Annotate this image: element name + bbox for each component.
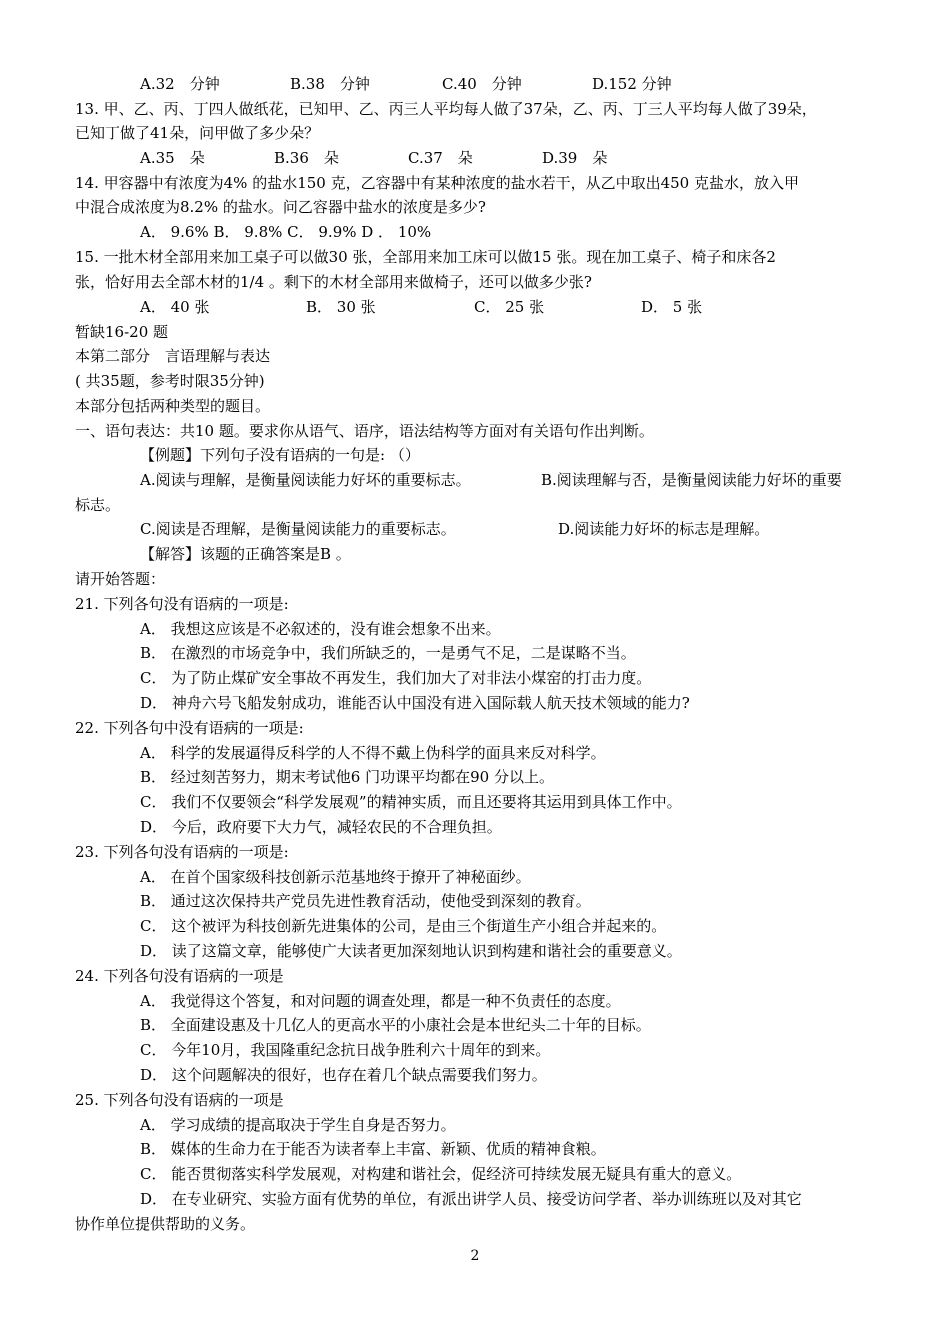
page-number: 2: [470, 1248, 480, 1264]
q15-option-d: D． 5 张: [641, 298, 703, 316]
q23-option-b: B． 通过这次保持共产党员先进性教育活动，使他受到深刻的教育。: [140, 892, 591, 910]
q14-stem-line2: 中混合成浓度为8.2% 的盐水。问乙容器中盐水的浓度是多少?: [75, 198, 486, 216]
q21-option-d: D． 神舟六号飞船发射成功，谁能否认中国没有进入国际载人航天技术领域的能力?: [140, 694, 690, 712]
q13-option-b: B.36 朵: [274, 149, 339, 167]
q21-option-c: C． 为了防止煤矿安全事故不再发生，我们加大了对非法小煤窑的打击力度。: [140, 669, 652, 687]
q23-option-d: D． 读了这篇文章，能够使广大读者更加深刻地认识到构建和谐社会的重要意义。: [140, 942, 682, 960]
q15-option-c: C． 25 张: [474, 298, 545, 316]
q25-option-c: C． 能否贯彻落实科学发展观，对构建和谐社会，促经济可持续发展无疑具有重大的意义。: [140, 1165, 742, 1183]
q24-option-a: A． 我觉得这个答复，和对问题的调查处理，都是一种不负责任的态度。: [140, 992, 621, 1010]
q13-option-a: A.35 朵: [140, 149, 205, 167]
q22-option-b: B． 经过刻苦努力，期末考试他6 门功课平均都在90 分以上。: [140, 768, 554, 786]
part2-intro: 本部分包括两种类型的题目。: [75, 397, 271, 415]
q25-stem: 25. 下列各句没有语病的一项是: [75, 1091, 284, 1109]
q13-option-c: C.37 朵: [408, 149, 473, 167]
q12-option-b: B.38 分钟: [290, 75, 370, 93]
q21-option-b: B． 在激烈的市场竞争中，我们所缺乏的，一是勇气不足，二是谋略不当。: [140, 644, 636, 662]
q24-stem: 24. 下列各句没有语病的一项是: [75, 967, 284, 985]
q24-option-d: D． 这个问题解决的很好，也存在着几个缺点需要我们努力。: [140, 1066, 547, 1084]
example-option-b: B.阅读理解与否，是衡量阅读能力好坏的重要: [541, 471, 842, 489]
missing-questions-note: 暂缺16-20 题: [75, 323, 169, 341]
example-option-b-continued: 标志。: [75, 496, 121, 514]
q22-option-a: A． 科学的发展逼得反科学的人不得不戴上伪科学的面具来反对科学。: [140, 744, 606, 762]
part2-subtitle: ( 共35题，参考时限35分钟): [75, 372, 265, 390]
q15-stem-line1: 15. 一批木材全部用来加工桌子可以做30 张，全部用来加工床可以做15 张。现在加工桌子、椅子和床各2: [75, 248, 776, 266]
q13-stem-line2: 已知丁做了41朵，问甲做了多少朵？: [75, 124, 320, 142]
start-instruction: 请开始答题：: [75, 570, 166, 588]
q15-option-a: A． 40 张: [140, 298, 210, 316]
q21-stem: 21. 下列各句没有语病的一项是:: [75, 595, 289, 613]
section1-heading: 一、语句表达：共10 题。要求你从语气、语序，语法结构等方面对有关语句作出判断。: [75, 422, 654, 440]
example-option-a: A.阅读与理解，是衡量阅读能力好坏的重要标志。: [140, 471, 471, 489]
example-option-c: C.阅读是否理解，是衡量阅读能力的重要标志。: [140, 520, 456, 538]
q15-stem-line2: 张，恰好用去全部木材的1/4 。剩下的木材全部用来做椅子，还可以做多少张?: [75, 273, 592, 291]
part2-title: 本第二部分 言语理解与表达: [75, 347, 271, 365]
q22-option-c: C． 我们不仅要领会“科学发展观”的精神实质，而且还要将其运用到具体工作中。: [140, 793, 682, 811]
example-option-d: D.阅读能力好坏的标志是理解。: [558, 520, 770, 538]
q12-option-a: A.32 分钟: [140, 75, 220, 93]
q13-stem-line1: 13. 甲、乙、丙、丁四人做纸花，已知甲、乙、丙三人平均每人做了37朵，乙、丙、丁三人平均每人做了39朵，: [75, 100, 817, 118]
q12-option-d: D.152 分钟: [592, 75, 672, 93]
example-answer: 【解答】该题的正确答案是B 。: [140, 545, 351, 563]
q25-option-a: A． 学习成绩的提高取决于学生自身是否努力。: [140, 1116, 456, 1134]
q22-stem: 22. 下列各句中没有语病的一项是:: [75, 719, 304, 737]
q25-option-d: D． 在专业研究、实验方面有优势的单位，有派出讲学人员、接受访问学者、举办训练班以及对其它: [140, 1190, 802, 1208]
q14-options: A． 9.6% B． 9.8% C． 9.9% D ． 10%: [140, 223, 432, 241]
example-question: 【例题】下列句子没有语病的一句是: （）: [140, 446, 420, 464]
q21-option-a: A． 我想这应该是不必叙述的，没有谁会想象不出来。: [140, 620, 501, 638]
q15-option-b: B． 30 张: [306, 298, 376, 316]
q23-option-a: A． 在首个国家级科技创新示范基地终于撩开了神秘面纱。: [140, 868, 531, 886]
q24-option-c: C． 今年10月，我国隆重纪念抗日战争胜利六十周年的到来。: [140, 1041, 551, 1059]
q22-option-d: D． 今后，政府要下大力气，减轻农民的不合理负担。: [140, 818, 502, 836]
q25-option-d-continued: 协作单位提供帮助的义务。: [75, 1215, 256, 1233]
q13-option-d: D.39 朵: [542, 149, 608, 167]
q23-option-c: C． 这个被评为科技创新先进集体的公司，是由三个街道生产小组合并起来的。: [140, 917, 667, 935]
q23-stem: 23. 下列各句没有语病的一项是:: [75, 843, 289, 861]
q12-option-c: C.40 分钟: [442, 75, 522, 93]
q25-option-b: B． 媒体的生命力在于能否为读者奉上丰富、新颖、优质的精神食粮。: [140, 1140, 606, 1158]
q24-option-b: B． 全面建设惠及十几亿人的更高水平的小康社会是本世纪头二十年的目标。: [140, 1016, 651, 1034]
q14-stem-line1: 14. 甲容器中有浓度为4% 的盐水150 克，乙容器中有某种浓度的盐水若干，从乙中取出450 克盐水，放入甲: [75, 174, 799, 192]
